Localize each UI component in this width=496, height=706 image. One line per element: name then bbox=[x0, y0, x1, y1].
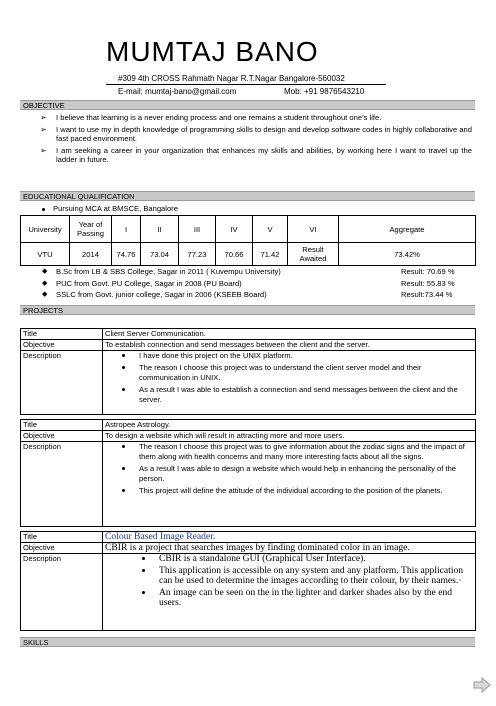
table-row bbox=[21, 543, 476, 554]
project-table-2 bbox=[20, 419, 476, 527]
email-line: E-mail: mumtaj-bano@gmail.com bbox=[118, 87, 237, 96]
description-label: Description bbox=[21, 351, 103, 415]
table-header-cell: I bbox=[112, 216, 141, 243]
list-item: ◆ PUC from Govt. PU College, Sagar in 2008 (PU Board) Result: 55.83 % bbox=[42, 278, 455, 288]
list-item: As a result I was able to establish a connection and send messages between the client and the server. bbox=[139, 385, 473, 405]
project-title: Astropee Astrology. bbox=[103, 420, 476, 431]
table-cell: 70.66 bbox=[216, 243, 253, 266]
table-header-cell: III bbox=[179, 216, 216, 243]
education-list bbox=[40, 266, 470, 301]
table-cell: 77.23 bbox=[179, 243, 216, 266]
phone-line: Mob: +91 9876543210 bbox=[284, 87, 365, 96]
table-cell: 73.04 bbox=[141, 243, 179, 266]
table-row bbox=[21, 420, 476, 431]
title-label: Title bbox=[21, 532, 103, 543]
diamond-bullet-icon: ◆ bbox=[42, 279, 48, 287]
table-cell: 71.42 bbox=[253, 243, 288, 266]
list-item: This application is accessible on any system and any platform. This application can be used to determine the images according to their colour, by their names.· bbox=[159, 566, 473, 586]
objective-item: ➢ I believe that learning is a never ending process and one remains a student throughout one’s life. bbox=[40, 113, 382, 122]
table-row bbox=[21, 442, 476, 527]
project-table-1 bbox=[20, 328, 476, 415]
table-header-cell: V bbox=[253, 216, 288, 243]
project-title: Client Server Communication. bbox=[103, 329, 476, 340]
pursuing-line: Pursuing MCA at BMSCE, Bangalore bbox=[42, 204, 178, 213]
arrow-bullet-icon: ➢ bbox=[40, 124, 47, 134]
table-header-row bbox=[21, 216, 476, 243]
objective-label: Objective bbox=[21, 543, 103, 554]
project-description bbox=[103, 442, 476, 527]
arrow-bullet-icon: ➢ bbox=[40, 113, 47, 122]
table-row bbox=[21, 243, 476, 266]
objective-item: ➢ I want to use my in depth knowledge of programming skills to design and develop software codes in highly collaborative and fast paced environment. bbox=[40, 124, 472, 144]
list-item: An image can be seen on the in the lighter and darker shades also by the end users. bbox=[159, 588, 473, 608]
table-row bbox=[21, 554, 476, 631]
objective-label: Objective bbox=[21, 431, 103, 442]
title-label: Title bbox=[21, 420, 103, 431]
table-cell: 74.76 bbox=[112, 243, 141, 266]
table-row bbox=[21, 340, 476, 351]
list-item: ◆ SSLC from Govt. junior college, Sagar in 2006 (KSEEB Board) Result:73.44 % bbox=[42, 290, 453, 299]
table-row bbox=[21, 532, 476, 543]
objective-label: Objective bbox=[21, 340, 103, 351]
list-item: The reason I choose this project was to understand the client server model and their communication in UNIX. bbox=[139, 363, 473, 383]
table-header-cell: IV bbox=[216, 216, 253, 243]
project-objective: To design a website which will result in attracting more and more users. bbox=[103, 431, 476, 442]
table-header-cell: University bbox=[21, 216, 70, 243]
header-rule bbox=[106, 84, 386, 85]
project-table-3 bbox=[20, 531, 476, 631]
diamond-bullet-icon: ◆ bbox=[42, 268, 48, 275]
table-cell: 2014 bbox=[70, 243, 112, 266]
project-description bbox=[103, 351, 476, 415]
title-label: Title bbox=[21, 329, 103, 340]
list-item: As a result I was able to design a website which would help in enhancing the personality of the person. bbox=[139, 464, 473, 484]
table-header-cell: II bbox=[141, 216, 179, 243]
next-arrow-icon[interactable] bbox=[472, 676, 492, 694]
project-objective: CBIR is a project that searches images by finding dominated color in an image. bbox=[103, 543, 476, 554]
list-item: I have done this project on the UNIX platform. bbox=[139, 351, 473, 361]
list-item: This project will define the attitude of the individual according to the position of the planets. bbox=[139, 486, 473, 496]
education-table bbox=[20, 215, 476, 266]
table-header-cell: VI bbox=[288, 216, 339, 243]
table-row bbox=[21, 329, 476, 340]
description-label: Description bbox=[21, 442, 103, 527]
description-label: Description bbox=[21, 554, 103, 631]
project-description bbox=[103, 554, 476, 631]
table-header-cell: Year of Passing bbox=[70, 216, 112, 243]
candidate-name: MUMTAJ BANO bbox=[106, 36, 319, 67]
list-item: The reason I choose this project was to give information about the zodiac signs and the impact of them along with health concerns and many more interesting facts about all the signs. bbox=[139, 442, 473, 462]
project-objective: To establish connection and send messages between the client and the server. bbox=[103, 340, 476, 351]
education-heading: EDUCATIONAL QUALIFICATION bbox=[20, 191, 475, 201]
table-header-cell: Aggregate bbox=[339, 216, 476, 243]
table-cell: 73.42% bbox=[339, 243, 476, 266]
objective-list bbox=[40, 113, 472, 167]
project-title: Colour Based Image Reader. bbox=[103, 532, 476, 543]
projects-heading: PROJECTS bbox=[20, 305, 475, 315]
list-item: CBIR is a standalone GUI (Graphical User Interface). bbox=[159, 554, 473, 564]
arrow-bullet-icon: ➢ bbox=[40, 145, 47, 155]
list-item: ◆ B.Sc from LB & SBS College, Sagar in 2011 ( Kuvempu University) Result: 70.69 % bbox=[42, 267, 455, 276]
diamond-bullet-icon: ◆ bbox=[42, 291, 48, 298]
skills-heading: SKILLS bbox=[20, 637, 475, 647]
address-line: #309 4th CROSS Rahmath Nagar R.T.Nagar Bangalore-560032 bbox=[118, 74, 345, 83]
table-row bbox=[21, 431, 476, 442]
bullet-icon bbox=[42, 208, 45, 211]
table-cell: VTU bbox=[21, 243, 70, 266]
objective-heading: OBJECTIVE bbox=[20, 100, 475, 110]
table-cell: Result Awaited bbox=[288, 243, 339, 266]
table-row bbox=[21, 351, 476, 415]
objective-item: ➢ I am seeking a career in your organization that enhances my skills and abilities, by working here I want to travel up the ladder in future. bbox=[40, 145, 472, 165]
